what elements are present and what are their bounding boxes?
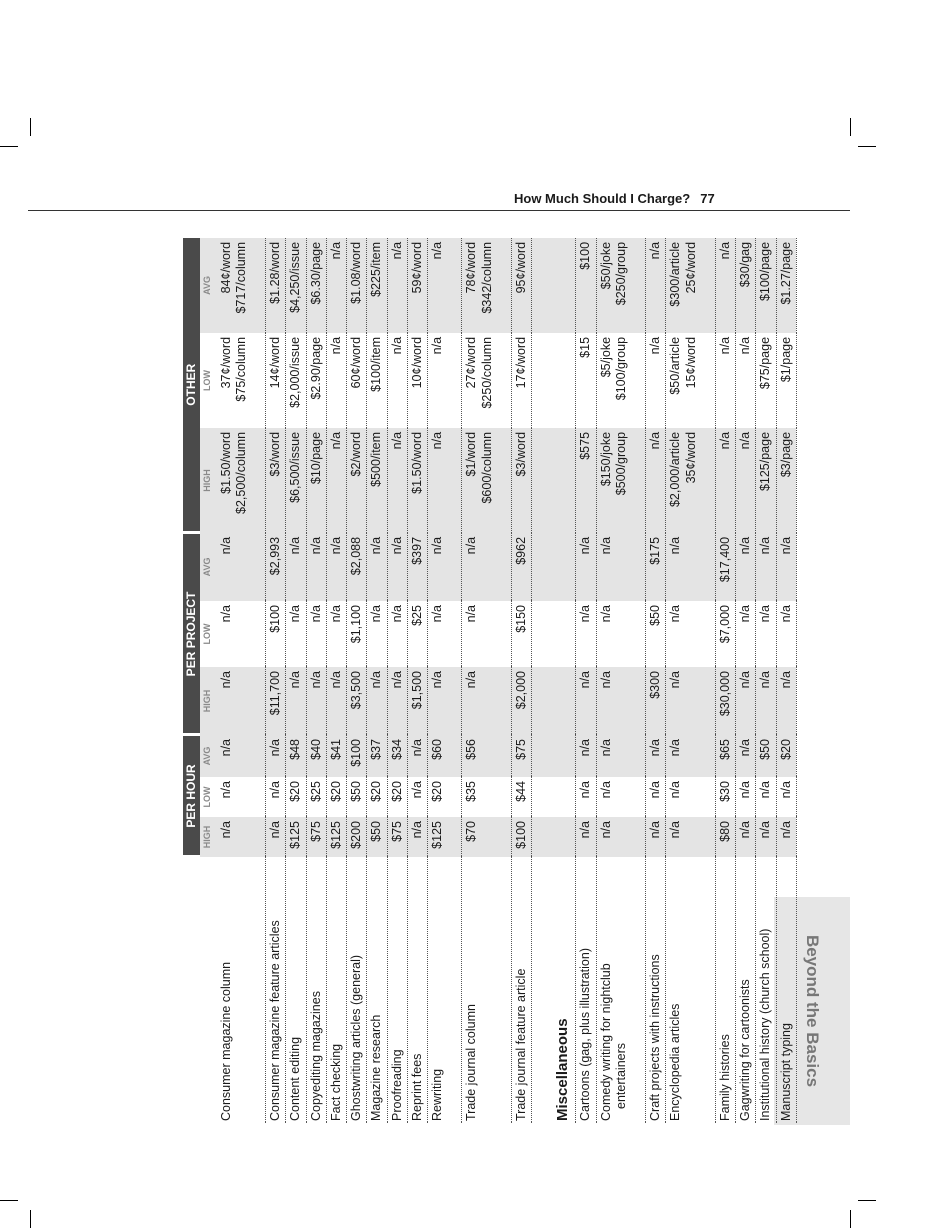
- cell-pl: n/a: [756, 601, 776, 667]
- row-label: [576, 857, 596, 1123]
- row-label-text: Gagwriting for cartoonists: [738, 979, 753, 1121]
- crop-mark: [30, 1210, 31, 1228]
- cell-hl: n/a: [646, 777, 666, 817]
- cell-oa: n/a: [715, 238, 735, 333]
- cell-ol: n/a: [387, 333, 407, 428]
- row-label-text: Magazine research: [369, 1014, 384, 1121]
- cell-ph: n/a: [326, 667, 346, 735]
- cell-ol: $100/item: [367, 333, 387, 428]
- row-label: [407, 857, 427, 1123]
- cell-pa: $175: [646, 533, 666, 601]
- cell-ol: $50/article 15¢/word: [666, 333, 716, 428]
- cell-pa: n/a: [462, 533, 512, 601]
- cell-ol: $1/page: [776, 333, 796, 428]
- cell-ph: n/a: [756, 667, 776, 735]
- cell-pa: n/a: [217, 533, 266, 601]
- cell-hl: $20: [387, 777, 407, 817]
- cell-ol: $75/page: [756, 333, 776, 428]
- crop-mark: [850, 1210, 851, 1228]
- cell-oh: n/a: [715, 428, 735, 533]
- cell-hl: $20: [286, 777, 306, 817]
- cell-pa: $962: [511, 533, 531, 601]
- cell-oa: $30/gag: [736, 238, 756, 333]
- group-per-project: PER PROJECT: [183, 533, 200, 735]
- cell-pl: $50: [646, 601, 666, 667]
- row-label: [306, 857, 326, 1123]
- cell-pa: n/a: [367, 533, 387, 601]
- cell-hh: n/a: [666, 817, 716, 857]
- cell-ph: n/a: [286, 667, 306, 735]
- cell-oh: $150/joke $500/group: [596, 428, 646, 533]
- cell-oa: $4,250/issue: [286, 238, 306, 333]
- row-label: [715, 857, 735, 1123]
- section-title: Miscellaneous: [544, 857, 576, 1123]
- cell-pa: n/a: [576, 533, 596, 601]
- table-row: [736, 238, 756, 1123]
- subhead-high: HIGH: [200, 667, 217, 735]
- cell-hh: $125: [326, 817, 346, 857]
- cell-ol: n/a: [736, 333, 756, 428]
- cell-ph: n/a: [666, 667, 716, 735]
- table-row: [756, 238, 776, 1123]
- cell-pl: n/a: [736, 601, 756, 667]
- crop-mark: [0, 1200, 18, 1201]
- header-spacer: [183, 857, 200, 1123]
- cell-ha: n/a: [217, 735, 266, 777]
- row-label: [776, 857, 796, 1123]
- crop-mark: [30, 118, 31, 136]
- cell-ha: $75: [511, 735, 531, 777]
- cell-pl: n/a: [776, 601, 796, 667]
- cell-oh: $3/page: [776, 428, 796, 533]
- cell-hh: n/a: [646, 817, 666, 857]
- cell-hh: n/a: [596, 817, 646, 857]
- table-row: [387, 238, 407, 1123]
- cell-hl: n/a: [576, 777, 596, 817]
- cell-pa: n/a: [428, 533, 462, 601]
- cell-ha: n/a: [666, 735, 716, 777]
- cell-oh: $1.50/word $2,500/column: [217, 428, 266, 533]
- cell-pl: $150: [511, 601, 531, 667]
- cell-pl: n/a: [428, 601, 462, 667]
- cell-ph: n/a: [367, 667, 387, 735]
- cell-pa: n/a: [736, 533, 756, 601]
- row-label-text: Comedy writing for nightclub: [598, 963, 613, 1121]
- cell-hl: $30: [715, 777, 735, 817]
- table-row: [347, 238, 367, 1123]
- row-label: [347, 857, 367, 1123]
- cell-ph: n/a: [576, 667, 596, 735]
- cell-oa: $6.30/page: [306, 238, 326, 333]
- cell-pl: n/a: [306, 601, 326, 667]
- side-tab-label: Beyond the Basics: [803, 934, 822, 1088]
- group-header-row: [183, 238, 200, 1123]
- cell-ha: $41: [326, 735, 346, 777]
- row-label: [286, 857, 306, 1123]
- cell-hh: $100: [511, 817, 531, 857]
- cell-pa: n/a: [596, 533, 646, 601]
- cell-ol: 27¢/word $250/column: [462, 333, 512, 428]
- crop-mark: [0, 146, 18, 147]
- cell-oh: n/a: [428, 428, 462, 533]
- table-row: [217, 238, 266, 1123]
- cell-ha: n/a: [407, 735, 427, 777]
- cell-ol: $5/joke $100/group: [596, 333, 646, 428]
- row-label: [646, 857, 666, 1123]
- cell-hh: n/a: [776, 817, 796, 857]
- row-label-text: Institutional history (church school): [758, 928, 773, 1121]
- cell-pa: n/a: [776, 533, 796, 601]
- cell-ol: n/a: [715, 333, 735, 428]
- cell-ph: $1,500: [407, 667, 427, 735]
- cell-hh: n/a: [217, 817, 266, 857]
- cell-ha: $100: [347, 735, 367, 777]
- cell-ph: n/a: [776, 667, 796, 735]
- row-label: [462, 857, 512, 1123]
- cell-oh: $2/word: [347, 428, 367, 533]
- row-label: [736, 857, 756, 1123]
- row-label-text: Manuscript typing: [778, 1023, 793, 1121]
- header-rule: [28, 210, 850, 211]
- row-label-text: Proofreading: [389, 1049, 404, 1121]
- row-label-text: Family histories: [717, 1034, 732, 1121]
- cell-ph: n/a: [306, 667, 326, 735]
- cell-pa: n/a: [326, 533, 346, 601]
- table-row: [511, 238, 531, 1123]
- cell-hh: $75: [306, 817, 326, 857]
- row-label-text: Copyediting magazines: [308, 991, 323, 1121]
- cell-oa: 78¢/word $342/column: [462, 238, 512, 333]
- cell-ph: n/a: [217, 667, 266, 735]
- cell-ol: $2,000/issue: [286, 333, 306, 428]
- crop-mark: [858, 1200, 876, 1201]
- row-label-text: Encyclopedia articles: [668, 1003, 683, 1121]
- cell-ha: $60: [428, 735, 462, 777]
- cell-pl: n/a: [596, 601, 646, 667]
- cell-hl: n/a: [217, 777, 266, 817]
- cell-pa: n/a: [306, 533, 326, 601]
- cell-pl: n/a: [286, 601, 306, 667]
- cell-pa: $17,400: [715, 533, 735, 601]
- row-label-text: Reprint fees: [409, 1053, 424, 1121]
- cell-hl: n/a: [776, 777, 796, 817]
- cell-hl: $35: [462, 777, 512, 817]
- cell-hl: $50: [347, 777, 367, 817]
- cell-pa: $2,993: [266, 533, 286, 601]
- row-label-text: Content editing: [288, 1036, 303, 1121]
- header-title: How Much Should I Charge?: [514, 191, 691, 206]
- subhead-low: LOW: [201, 786, 212, 808]
- cell-pl: $1,100: [347, 601, 367, 667]
- cell-ha: n/a: [646, 735, 666, 777]
- cell-oh: n/a: [736, 428, 756, 533]
- cell-ph: $2,000: [511, 667, 531, 735]
- table-row: [576, 238, 596, 1123]
- row-label-text: Ghostwriting articles (general): [349, 954, 364, 1121]
- cell-ph: $3,500: [347, 667, 367, 735]
- cell-ph: n/a: [462, 667, 512, 735]
- cell-oa: 59¢/word: [407, 238, 427, 333]
- cell-pa: n/a: [387, 533, 407, 601]
- cell-hl: $25: [306, 777, 326, 817]
- cell-oh: $2,000/article 35¢/word: [666, 428, 716, 533]
- table-row: [776, 238, 796, 1123]
- cell-pa: $2,088: [347, 533, 367, 601]
- table-row: [596, 238, 646, 1123]
- cell-hl: n/a: [736, 777, 756, 817]
- cell-oh: n/a: [387, 428, 407, 533]
- cell-ha: $37: [367, 735, 387, 777]
- table-row: [715, 238, 735, 1123]
- cell-ol: n/a: [326, 333, 346, 428]
- cell-ol: n/a: [646, 333, 666, 428]
- cell-oa: $225/item: [367, 238, 387, 333]
- cell-hh: n/a: [736, 817, 756, 857]
- cell-ha: n/a: [736, 735, 756, 777]
- cell-ha: $65: [715, 735, 735, 777]
- rotated-table-container: [183, 238, 797, 1123]
- cell-hh: $200: [347, 817, 367, 857]
- table-row: [266, 238, 286, 1123]
- cell-ha: n/a: [576, 735, 596, 777]
- cell-pl: $7,000: [715, 601, 735, 667]
- group-other: OTHER: [183, 238, 200, 533]
- cell-hh: $125: [428, 817, 462, 857]
- table-row: [646, 238, 666, 1123]
- cell-oh: $6,500/issue: [286, 428, 306, 533]
- row-label: [511, 857, 531, 1123]
- page-number: 77: [700, 191, 715, 206]
- cell-pa: n/a: [286, 533, 306, 601]
- cell-oh: $3/word: [511, 428, 531, 533]
- cell-pl: n/a: [666, 601, 716, 667]
- cell-ph: n/a: [596, 667, 646, 735]
- cell-hh: $125: [286, 817, 306, 857]
- cell-pl: n/a: [217, 601, 266, 667]
- header-spacer: [200, 857, 217, 1123]
- cell-ha: $34: [387, 735, 407, 777]
- subhead-low: LOW: [201, 369, 212, 391]
- cell-ph: n/a: [387, 667, 407, 735]
- cell-hh: $80: [715, 817, 735, 857]
- cell-pa: n/a: [666, 533, 716, 601]
- cell-oa: $50/joke $250/group: [596, 238, 646, 333]
- cell-oa: $300/article 25¢/word: [666, 238, 716, 333]
- cell-oa: $1.08/word: [347, 238, 367, 333]
- table-row: [367, 238, 387, 1123]
- cell-oa: $1.27/page: [776, 238, 796, 333]
- cell-hl: n/a: [407, 777, 427, 817]
- cell-ha: $48: [286, 735, 306, 777]
- table-row: [306, 238, 326, 1123]
- row-label: [217, 857, 266, 1123]
- table-body: [217, 238, 797, 1123]
- subhead-low: LOW: [201, 623, 212, 645]
- row-label-text: Craft projects with instructions: [648, 954, 663, 1121]
- cell-hl: $20: [326, 777, 346, 817]
- cell-oa: $100/page: [756, 238, 776, 333]
- cell-pa: n/a: [756, 533, 776, 601]
- cell-hl: n/a: [666, 777, 716, 817]
- cell-hl: n/a: [596, 777, 646, 817]
- row-label-continued: entertainers: [613, 1042, 628, 1109]
- row-label-text: Rewriting: [430, 1068, 445, 1121]
- running-header: [514, 191, 724, 206]
- cell-oa: $1.28/word: [266, 238, 286, 333]
- table-row: [326, 238, 346, 1123]
- cell-ph: n/a: [428, 667, 462, 735]
- cell-ph: $300: [646, 667, 666, 735]
- cell-ol: 17¢/word: [511, 333, 531, 428]
- cell-pl: n/a: [576, 601, 596, 667]
- row-label: [596, 857, 646, 1123]
- cell-oh: n/a: [326, 428, 346, 533]
- cell-ph: n/a: [736, 667, 756, 735]
- row-label: [326, 857, 346, 1123]
- cell-ol: 60¢/word: [347, 333, 367, 428]
- cell-oa: 95¢/word: [511, 238, 531, 333]
- row-label: [756, 857, 776, 1123]
- cell-pa: $397: [407, 533, 427, 601]
- section-gap: [532, 238, 545, 1123]
- cell-ha: $20: [776, 735, 796, 777]
- cell-hl: $20: [367, 777, 387, 817]
- cell-oa: n/a: [326, 238, 346, 333]
- section-header-row: [544, 238, 576, 1123]
- row-label-text: Trade journal feature article: [513, 968, 528, 1121]
- cell-oh: n/a: [646, 428, 666, 533]
- table-row: [666, 238, 716, 1123]
- cell-ol: 14¢/word: [266, 333, 286, 428]
- cell-ha: $56: [462, 735, 512, 777]
- cell-ol: n/a: [428, 333, 462, 428]
- cell-hh: $75: [387, 817, 407, 857]
- row-label: [387, 857, 407, 1123]
- row-label: [266, 857, 286, 1123]
- cell-hl: $44: [511, 777, 531, 817]
- group-per-hour: PER HOUR: [183, 735, 200, 857]
- cell-oh: $3/word: [266, 428, 286, 533]
- subhead-avg: AVG: [200, 533, 217, 601]
- cell-pl: $25: [407, 601, 427, 667]
- table-row: [286, 238, 306, 1123]
- cell-oa: n/a: [428, 238, 462, 333]
- cell-oh: $125/page: [756, 428, 776, 533]
- cell-oh: $10/page: [306, 428, 326, 533]
- cell-oh: $500/item: [367, 428, 387, 533]
- cell-ha: n/a: [596, 735, 646, 777]
- subhead-high: HIGH: [200, 428, 217, 533]
- row-label: [367, 857, 387, 1123]
- cell-hh: $50: [367, 817, 387, 857]
- rates-table: [183, 238, 797, 1123]
- cell-hl: $20: [428, 777, 462, 817]
- cell-oa: $100: [576, 238, 596, 333]
- subhead-avg: AVG: [200, 735, 217, 777]
- cell-ph: $30,000: [715, 667, 735, 735]
- row-label-text: Consumer magazine column: [218, 961, 233, 1121]
- cell-oh: $1.50/word: [407, 428, 427, 533]
- cell-pl: n/a: [367, 601, 387, 667]
- cell-hl: n/a: [756, 777, 776, 817]
- row-label: [666, 857, 716, 1123]
- cell-oa: n/a: [387, 238, 407, 333]
- cell-ph: $11,700: [266, 667, 286, 735]
- row-label-text: Consumer magazine feature articles: [268, 920, 283, 1121]
- row-label-text: Trade journal column: [464, 1004, 479, 1121]
- cell-hh: n/a: [266, 817, 286, 857]
- row-label-text: Fact checking: [328, 1043, 343, 1121]
- cell-ol: $2.90/page: [306, 333, 326, 428]
- cell-pl: n/a: [326, 601, 346, 667]
- cell-ol: $15: [576, 333, 596, 428]
- cell-ha: n/a: [266, 735, 286, 777]
- cell-hh: n/a: [407, 817, 427, 857]
- cell-ha: $40: [306, 735, 326, 777]
- subhead-high: HIGH: [200, 817, 217, 857]
- crop-mark: [858, 146, 876, 147]
- cell-hh: n/a: [756, 817, 776, 857]
- table-row: [462, 238, 512, 1123]
- cell-ol: 10¢/word: [407, 333, 427, 428]
- cell-oh: $1/word $600/column: [462, 428, 512, 533]
- subhead-avg: AVG: [200, 238, 217, 333]
- cell-hh: $70: [462, 817, 512, 857]
- cell-oa: n/a: [646, 238, 666, 333]
- cell-hh: n/a: [576, 817, 596, 857]
- cell-hl: n/a: [266, 777, 286, 817]
- cell-ol: 37¢/word $75/column: [217, 333, 266, 428]
- table-row: [428, 238, 462, 1123]
- table-row: [407, 238, 427, 1123]
- cell-pl: n/a: [387, 601, 407, 667]
- crop-mark: [850, 118, 851, 136]
- row-label-text: Cartoons (gag, plus illustration): [578, 948, 593, 1121]
- cell-pl: n/a: [462, 601, 512, 667]
- cell-pl: $100: [266, 601, 286, 667]
- row-label: [428, 857, 462, 1123]
- cell-oa: 84¢/word $717/column: [217, 238, 266, 333]
- subheader-row: [200, 238, 217, 1123]
- cell-ha: $50: [756, 735, 776, 777]
- cell-oh: $575: [576, 428, 596, 533]
